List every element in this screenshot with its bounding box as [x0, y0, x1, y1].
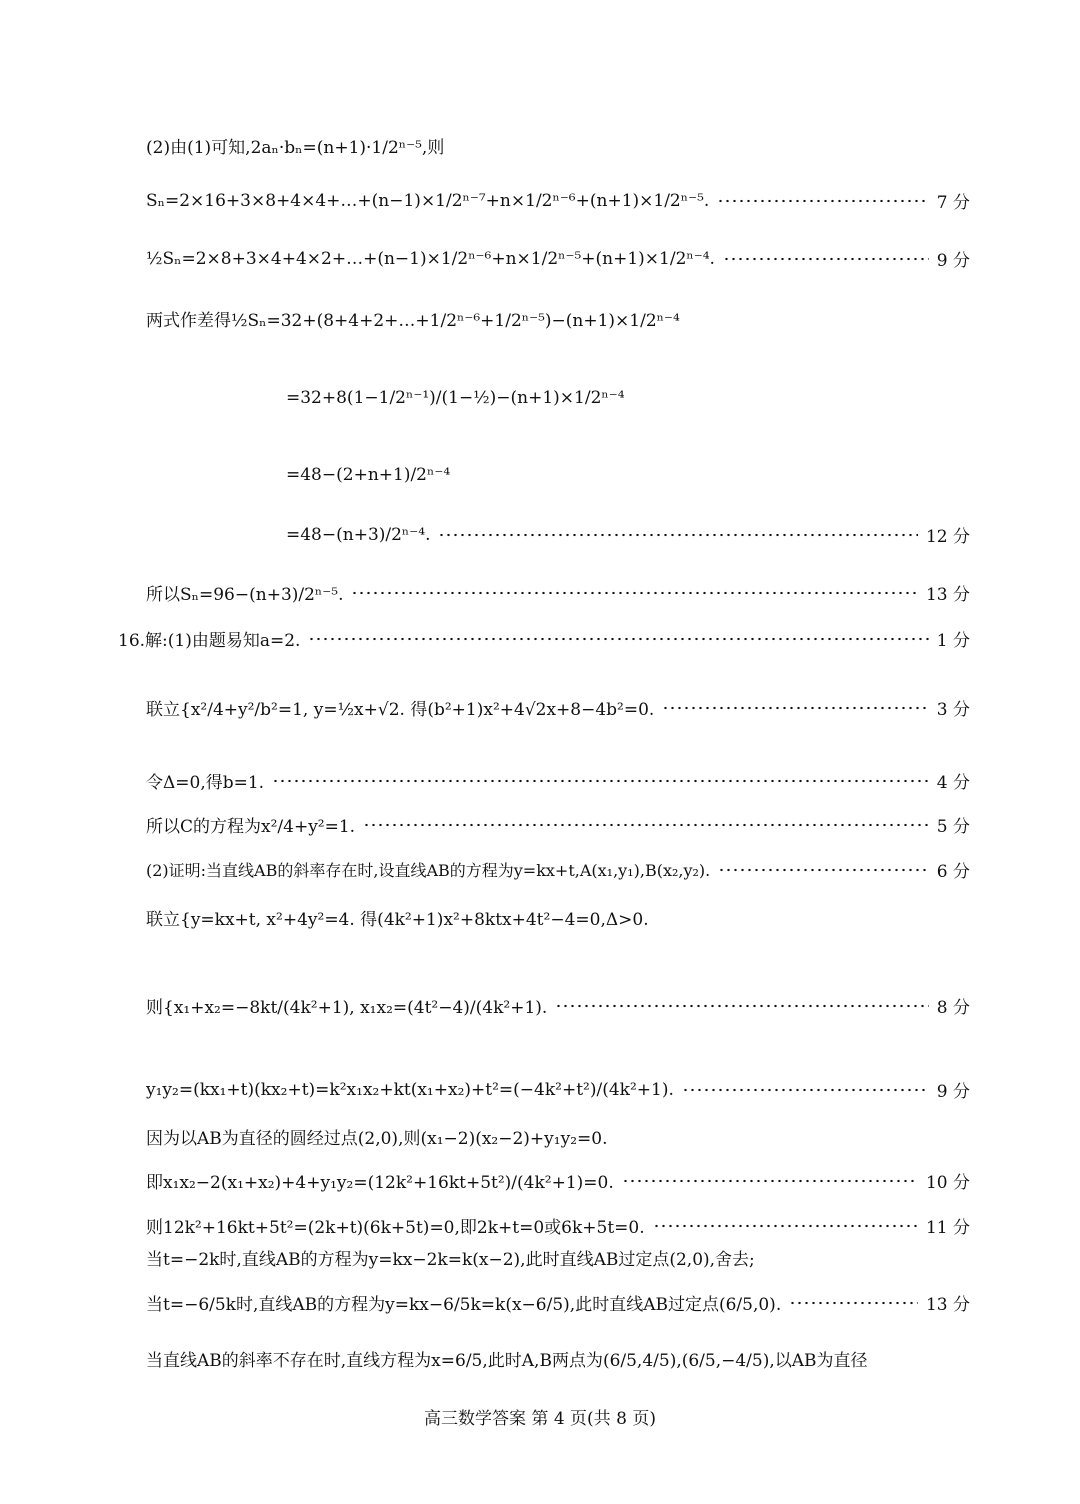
line-22 — [146, 1346, 970, 1371]
dot-leader — [718, 868, 929, 872]
line-10 — [146, 695, 970, 720]
line-1 — [146, 133, 970, 158]
system-equation: 联立{x²/4+y²/b²=1, y=½x+√2. 得(b²+1)x²+4√2x+8−4b²=0. — [146, 700, 655, 720]
line-5 — [286, 388, 970, 408]
score-label: 11 分 — [925, 1218, 970, 1238]
dot-leader — [682, 1088, 929, 1092]
line-2 — [146, 188, 970, 213]
case-two: 当t=−6/5k时,直线AB的方程为y=kx−6/5k=k(x−6/5),此时直线AB过定点(6/5,0). — [146, 1295, 782, 1315]
dot-leader — [272, 779, 929, 783]
line-17 — [146, 1124, 970, 1149]
condition-expression: 即x₁x₂−2(x₁+x₂)+4+y₁y₂=(12k²+16kt+5t²)/(4k²+1)=0. — [146, 1173, 614, 1193]
half-sum-expression: ½Sₙ=2×8+3×4+4×2+…+(n−1)×1/2ⁿ⁻⁶+n×1/2ⁿ⁻⁵+(n+1)×1/2ⁿ⁻⁴. — [146, 248, 715, 269]
line-4 — [146, 306, 970, 331]
score-label: 13 分 — [925, 585, 970, 605]
line-16 — [146, 1077, 970, 1102]
dot-leader — [723, 257, 929, 261]
step-expression: =32+8(1−1/2ⁿ⁻¹)/(1−½)−(n+1)×1/2ⁿ⁻⁴ — [286, 388, 625, 408]
score-label: 10 分 — [925, 1173, 970, 1193]
line-19 — [146, 1213, 970, 1238]
system-equation: 联立{y=kx+t, x²+4y²=4. 得(4k²+1)x²+8ktx+4t²−4=0,Δ>0. — [146, 910, 649, 930]
line-21 — [146, 1290, 970, 1315]
dot-leader — [662, 706, 928, 710]
conclusion-expression: 所以Sₙ=96−(n+3)/2ⁿ⁻⁵. — [146, 585, 344, 605]
product-expression: y₁y₂=(kx₁+t)(kx₂+t)=k²x₁x₂+kt(x₁+x₂)+t²=(−4k²+t²)/(4k²+1). — [146, 1079, 674, 1100]
dot-leader — [555, 1004, 928, 1008]
case-one: 当t=−2k时,直线AB的方程为y=kx−2k=k(x−2),此时直线AB过定点(2,0),舍去; — [146, 1250, 755, 1270]
discriminant-step: 令Δ=0,得b=1. — [146, 773, 265, 793]
dot-leader — [653, 1224, 918, 1228]
dot-leader — [351, 591, 917, 595]
vieta-relations: 则{x₁+x₂=−8kt/(4k²+1), x₁x₂=(4t²−4)/(4k²+1). — [146, 998, 548, 1018]
score-label: 6 分 — [936, 862, 970, 882]
dot-leader — [622, 1179, 918, 1183]
line-20 — [146, 1245, 970, 1270]
score-label: 7 分 — [936, 193, 970, 213]
dot-leader — [308, 637, 928, 641]
problem-16-start: 16.解:(1)由题易知a=2. — [118, 631, 301, 651]
circle-condition: 因为以AB为直径的圆经过点(2,0),则(x₁−2)(x₂−2)+y₁y₂=0. — [146, 1129, 608, 1149]
score-label: 8 分 — [936, 998, 970, 1018]
ellipse-equation: 所以C的方程为x²/4+y²=1. — [146, 817, 356, 837]
dot-leader — [438, 533, 917, 537]
line-7 — [286, 522, 970, 547]
score-label: 4 分 — [936, 773, 970, 793]
score-label: 1 分 — [936, 631, 970, 651]
line-11 — [146, 768, 970, 793]
score-label: 13 分 — [925, 1295, 970, 1315]
line-9 — [118, 626, 970, 651]
line-8 — [146, 580, 970, 605]
sum-expression: Sₙ=2×16+3×8+4×4+…+(n−1)×1/2ⁿ⁻⁷+n×1/2ⁿ⁻⁶+(n+1)×1/2ⁿ⁻⁵. — [146, 190, 710, 211]
line-3 — [146, 246, 970, 271]
score-label: 9 分 — [936, 1082, 970, 1102]
score-label: 5 分 — [936, 817, 970, 837]
difference-expression: 两式作差得½Sₙ=32+(8+4+2+…+1/2ⁿ⁻⁶+1/2ⁿ⁻⁵)−(n+1)×1/2ⁿ⁻⁴ — [146, 311, 680, 331]
line-15 — [146, 993, 970, 1018]
factorization: 则12k²+16kt+5t²=(2k+t)(6k+5t)=0,即2k+t=0或6k+5t=0. — [146, 1218, 645, 1238]
step-expression: =48−(2+n+1)/2ⁿ⁻⁴ — [286, 465, 451, 485]
line-13 — [146, 857, 970, 882]
step-expression: =48−(n+3)/2ⁿ⁻⁴. — [286, 524, 431, 545]
line-6 — [286, 465, 970, 485]
score-label: 9 分 — [936, 251, 970, 271]
page-footer: 高三数学答案 第 4 页(共 8 页) — [424, 1409, 656, 1429]
solution-line: (2)由(1)可知,2aₙ·bₙ=(n+1)·1/2ⁿ⁻⁵,则 — [146, 138, 445, 158]
vertical-slope-case: 当直线AB的斜率不存在时,直线方程为x=6/5,此时A,B两点为(6/5,4/5),(6/5,−4/5),以AB为直径 — [146, 1351, 868, 1371]
score-label: 12 分 — [925, 527, 970, 547]
line-12 — [146, 812, 970, 837]
proof-setup: (2)证明:当直线AB的斜率存在时,设直线AB的方程为y=kx+t,A(x₁,y₁),B(x₂,y₂). — [146, 861, 711, 880]
line-14 — [146, 905, 970, 930]
line-18 — [146, 1168, 970, 1193]
dot-leader — [363, 823, 929, 827]
dot-leader — [789, 1301, 918, 1305]
score-label: 3 分 — [936, 700, 970, 720]
dot-leader — [717, 199, 928, 203]
